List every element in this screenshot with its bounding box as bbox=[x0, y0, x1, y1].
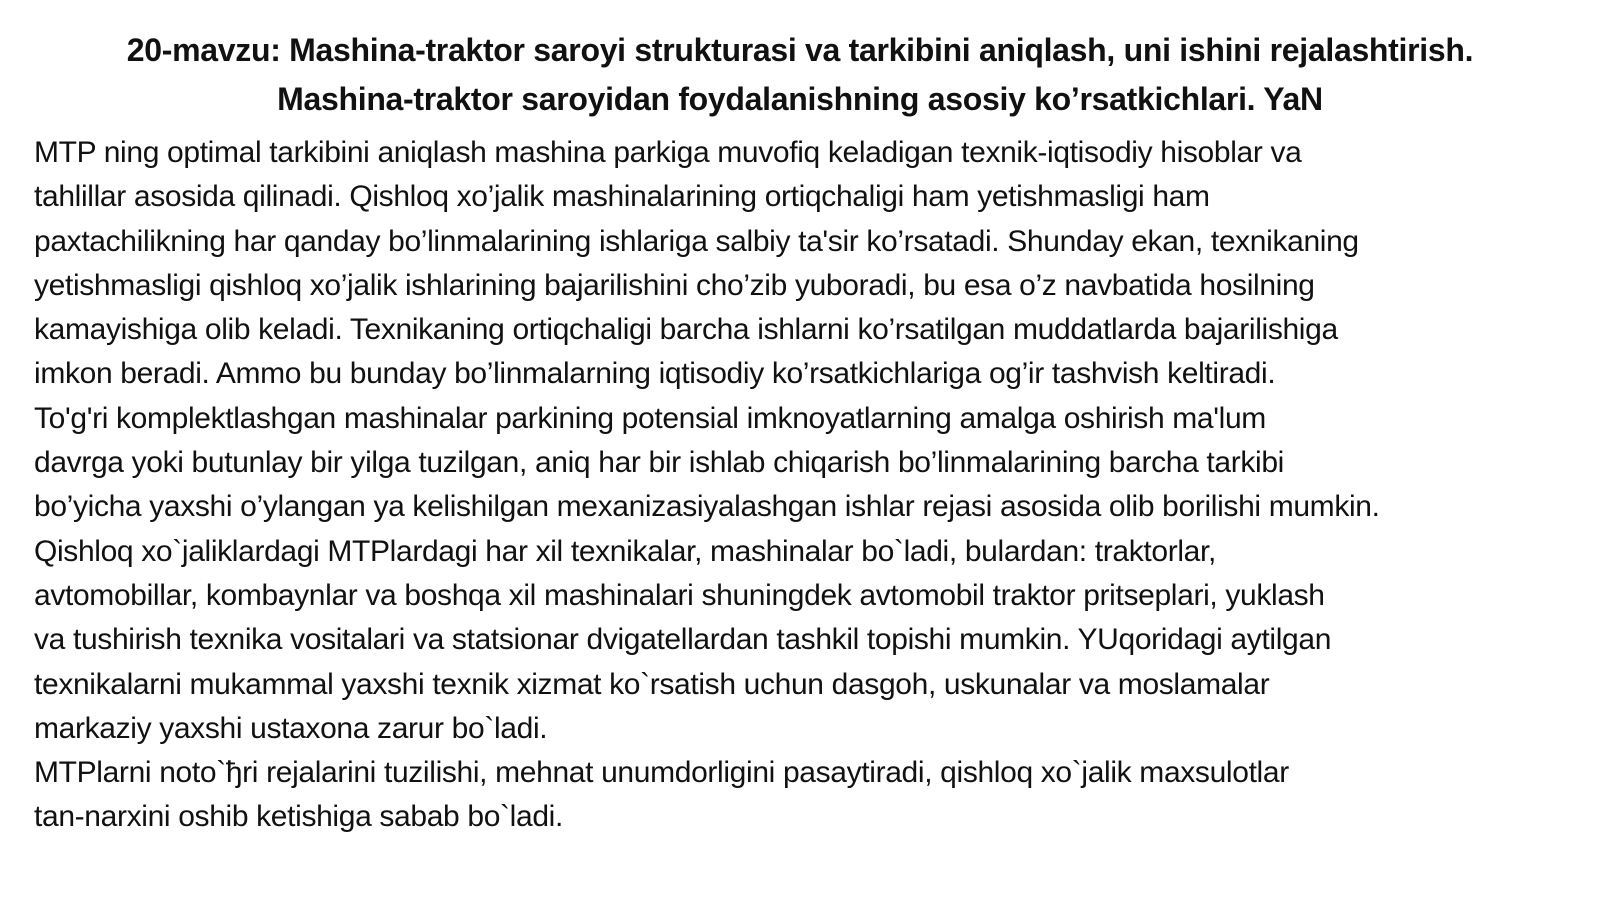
slide-title bbox=[20, 26, 1580, 124]
body-line: MTP ning optimal tarkibini aniqlash mashina parkiga muvofiq keladigan texnik-iqtisodiy hisoblar va bbox=[34, 136, 1302, 169]
body-line: To'g'ri komplektlashgan mashinalar parkining potensial imknoyatlarning amalga oshirish ma'lum bbox=[34, 401, 1266, 435]
body-line: davrga yoki butunlay bir yilga tuzilgan, aniq har bir ishlab chiqarish bo’linmalarining barcha tarkibi bbox=[34, 446, 1284, 480]
body-line: avtomobillar, kombaynlar va boshqa xil mashinalari shuningdek avtomobil traktor pritseplari, yuklash bbox=[34, 578, 1325, 612]
body-line: yetishmasligi qishloq xo’jalik ishlarining bajarilishini cho’zib yuboradi, bu esa o’z navbatida hosilning bbox=[34, 268, 1315, 302]
body-line: va tushirish texnika vositalari va statsionar dvigatellardan tashkil topishi mumkin. YUqoridagi aytilgan bbox=[34, 623, 1332, 657]
title-line-2: Mashina-traktor saroyidan foydalanishning asosiy ko’rsatkichlari. YaN bbox=[277, 81, 1323, 117]
body-line: markaziy yaxshi ustaxona zarur bo`ladi. bbox=[34, 711, 548, 745]
body-line: tahlillar asosida qilinadi. Qishloq xo’jalik mashinalarining ortiqchaligi ham yetishmasligi ham bbox=[34, 180, 1210, 214]
body-line: kamayishiga olib keladi. Texnikaning ortiqchaligi barcha ishlarni ko’rsatilgan muddatlarda bajarilishiga bbox=[34, 313, 1338, 347]
body-line: MTPlarni noto`ђri rejalarini tuzilishi, mehnat unumdorligini pasaytiradi, qishloq xo`jalik maxsulotlar bbox=[34, 756, 1289, 790]
slide-body bbox=[34, 131, 1579, 840]
body-line: Qishloq xo`jaliklardagi MTPlardagi har xil texnikalar, mashinalar bo`ladi, bulardan: traktorlar, bbox=[34, 534, 1216, 568]
body-line: imkon beradi. Ammo bu bunday bo’linmalarning iqtisodiy ko’rsatkichlariga og’ir tashvish keltiradi. bbox=[34, 357, 1276, 391]
body-line: paxtachilikning har qanday bo’linmalarining ishlariga salbiy ta'sir ko’rsatadi. Shunday ekan, texnikaning bbox=[34, 224, 1359, 258]
title-line-1: 20-mavzu: Mashina-traktor saroyi strukturasi va tarkibini aniqlash, uni ishini rejalashtirish. bbox=[126, 32, 1474, 68]
body-line: texnikalarni mukammal yaxshi texnik xizmat ko`rsatish uchun dasgoh, uskunalar va moslamalar bbox=[34, 667, 1270, 701]
body-line: bo’yicha yaxshi o’ylangan ya kelishilgan mexanizasiyalashgan ishlar rejasi asosida olib borilishi mumkin. bbox=[34, 490, 1380, 524]
body-line: tan-narxini oshib ketishiga sabab bo`ladi. bbox=[34, 800, 563, 834]
